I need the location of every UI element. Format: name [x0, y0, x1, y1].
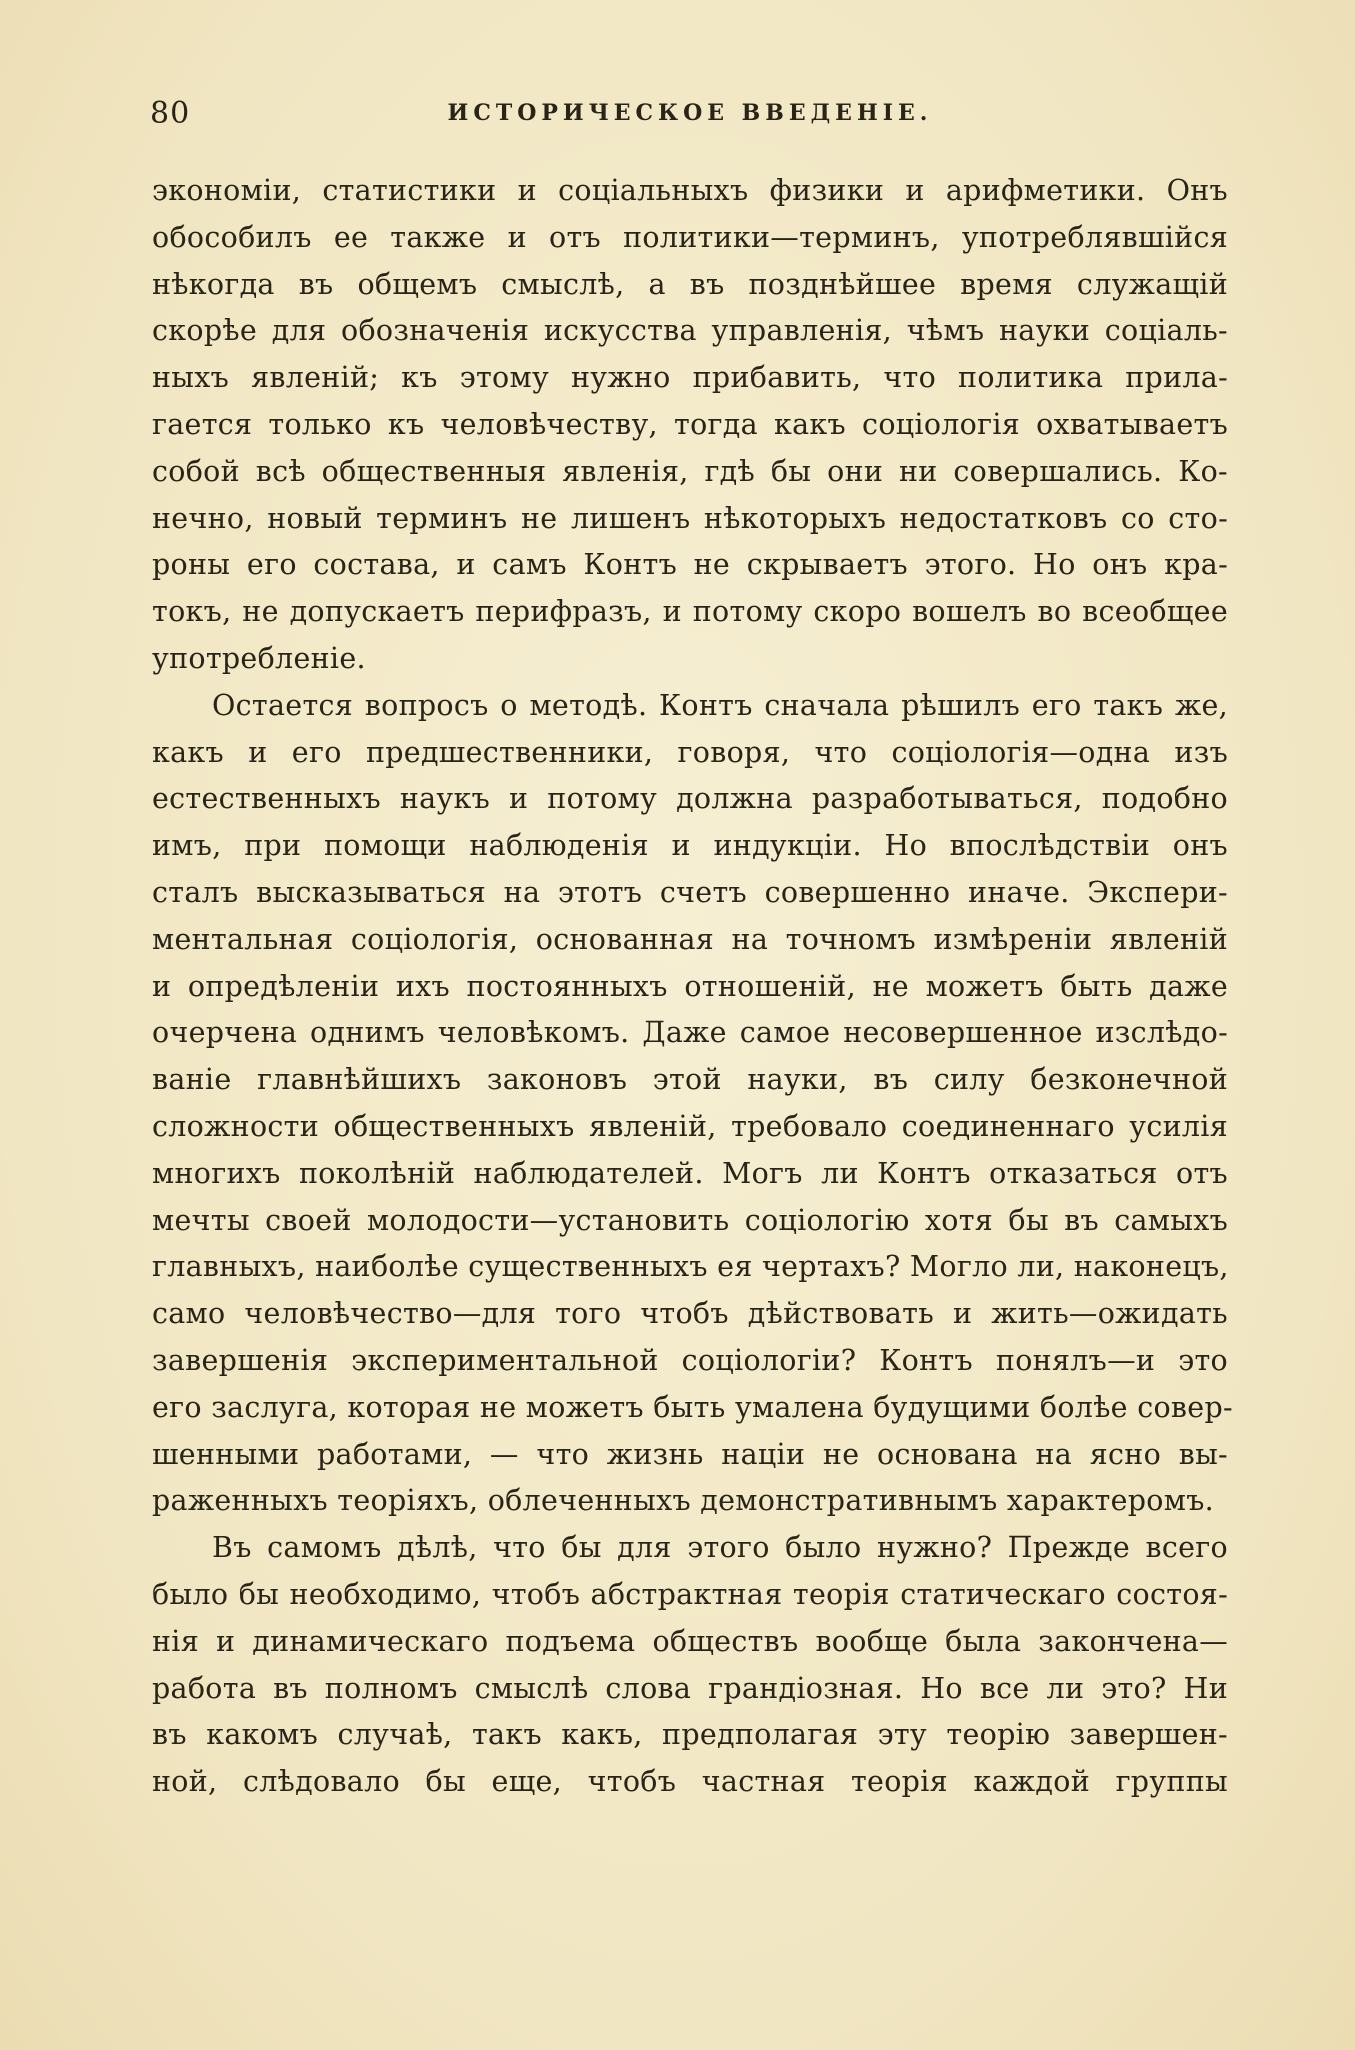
text-line: шенными работами, — что жизнь націи не основана на ясно вы-: [152, 1437, 1228, 1471]
paragraph: [152, 1525, 1228, 1806]
text-line: скорѣе для обозначенія искусства управленія, чѣмъ науки соціаль-: [152, 314, 1228, 348]
text-line: имъ, при помощи наблюденія и индукціи. Но впослѣдствіи онъ: [152, 829, 1228, 863]
text-line: нечно, новый терминъ не лишенъ нѣкоторыхъ недостатковъ со сто-: [152, 501, 1228, 535]
text-line: токъ, не допускаетъ перифразъ, и потому скоро вошелъ во всеобщее: [152, 595, 1228, 629]
text-line: многихъ поколѣній наблюдателей. Могъ ли Контъ отказаться отъ: [152, 1156, 1228, 1190]
text-line: само человѣчество—для того чтобъ дѣйствовать и жить—ожидать: [152, 1297, 1228, 1331]
text-line: ментальная соціологія, основанная на точномъ измѣреніи явленій: [152, 922, 1228, 956]
text-line: естественныхъ наукъ и потому должна разработываться, подобно: [152, 782, 1228, 816]
text-line: завершенія экспериментальной соціологіи? Контъ понялъ—и это: [152, 1343, 1228, 1377]
text-line: мечты своей молодости—установить соціологію хотя бы въ самыхъ: [152, 1203, 1228, 1237]
text-line: очерчена однимъ человѣкомъ. Даже самое несовершенное изслѣдо-: [152, 1016, 1228, 1050]
text-line: ныхъ явленій; къ этому нужно прибавить, что политика прила-: [152, 361, 1228, 395]
running-title: ИСТОРИЧЕСКОЕ ВВЕДЕНІЕ.: [447, 100, 933, 126]
text-line: въ какомъ случаѣ, такъ какъ, предполагая эту теорію завершен-: [152, 1718, 1228, 1752]
text-line: Остается вопросъ о методѣ. Контъ сначала рѣшилъ его такъ же,: [212, 688, 1228, 722]
text-line: сложности общественныхъ явленій, требовало соединеннаго усилія: [152, 1109, 1228, 1143]
text-line: работа въ полномъ смыслѣ слова грандіозная. Но все ли это? Ни: [152, 1671, 1228, 1705]
body-text: [152, 168, 1233, 1806]
text-line: собой всѣ общественныя явленія, гдѣ бы они ни совершались. Ко-: [152, 454, 1228, 488]
text-line: Въ самомъ дѣлѣ, что бы для этого было нужно? Прежде всего: [212, 1531, 1228, 1565]
text-line: какъ и его предшественники, говоря, что соціологія—одна изъ: [152, 735, 1228, 769]
text-line: сталъ высказываться на этотъ счетъ совершенно иначе. Экспери-: [152, 875, 1228, 909]
text-line: роны его состава, и самъ Контъ не скрываетъ этого. Но онъ кра-: [152, 548, 1228, 582]
text-line: нія и динамическаго подъема обществъ вообще была закончена—: [152, 1624, 1228, 1658]
running-head: [150, 96, 1230, 136]
text-line: экономіи, статистики и соціальныхъ физики и арифметики. Онъ: [152, 174, 1228, 207]
paragraph: [152, 683, 1233, 1525]
text-line: было бы необходимо, чтобъ абстрактная теорія статическаго состоя-: [152, 1577, 1228, 1611]
paragraph: [152, 168, 1228, 683]
text-line: нѣкогда въ общемъ смыслѣ, а въ позднѣйшее время служащій: [152, 267, 1228, 301]
text-line: обособилъ ее также и отъ политики—терминъ, употреблявшійся: [152, 220, 1228, 254]
text-line: ной, слѣдовало бы еще, чтобъ частная теорія каждой группы: [152, 1765, 1228, 1799]
text-line: гается только къ человѣчеству, тогда какъ соціологія охватываетъ: [152, 407, 1228, 441]
text-line: главныхъ, наиболѣе существенныхъ ея чертахъ? Могло ли, наконецъ,: [152, 1250, 1229, 1284]
text-line: употребленіе.: [152, 641, 366, 675]
text-line: ваніе главнѣйшихъ законовъ этой науки, въ силу безконечной: [152, 1063, 1228, 1097]
text-line: раженныхъ теоріяхъ, облеченныхъ демонстративнымъ характеромъ.: [152, 1484, 1215, 1518]
text-line: его заслуга, которая не можетъ быть умалена будущими болѣе совер-: [152, 1390, 1233, 1424]
text-line: и опредѣленіи ихъ постоянныхъ отношеній, не можетъ быть даже: [152, 969, 1228, 1003]
page-number: 80: [150, 96, 191, 131]
